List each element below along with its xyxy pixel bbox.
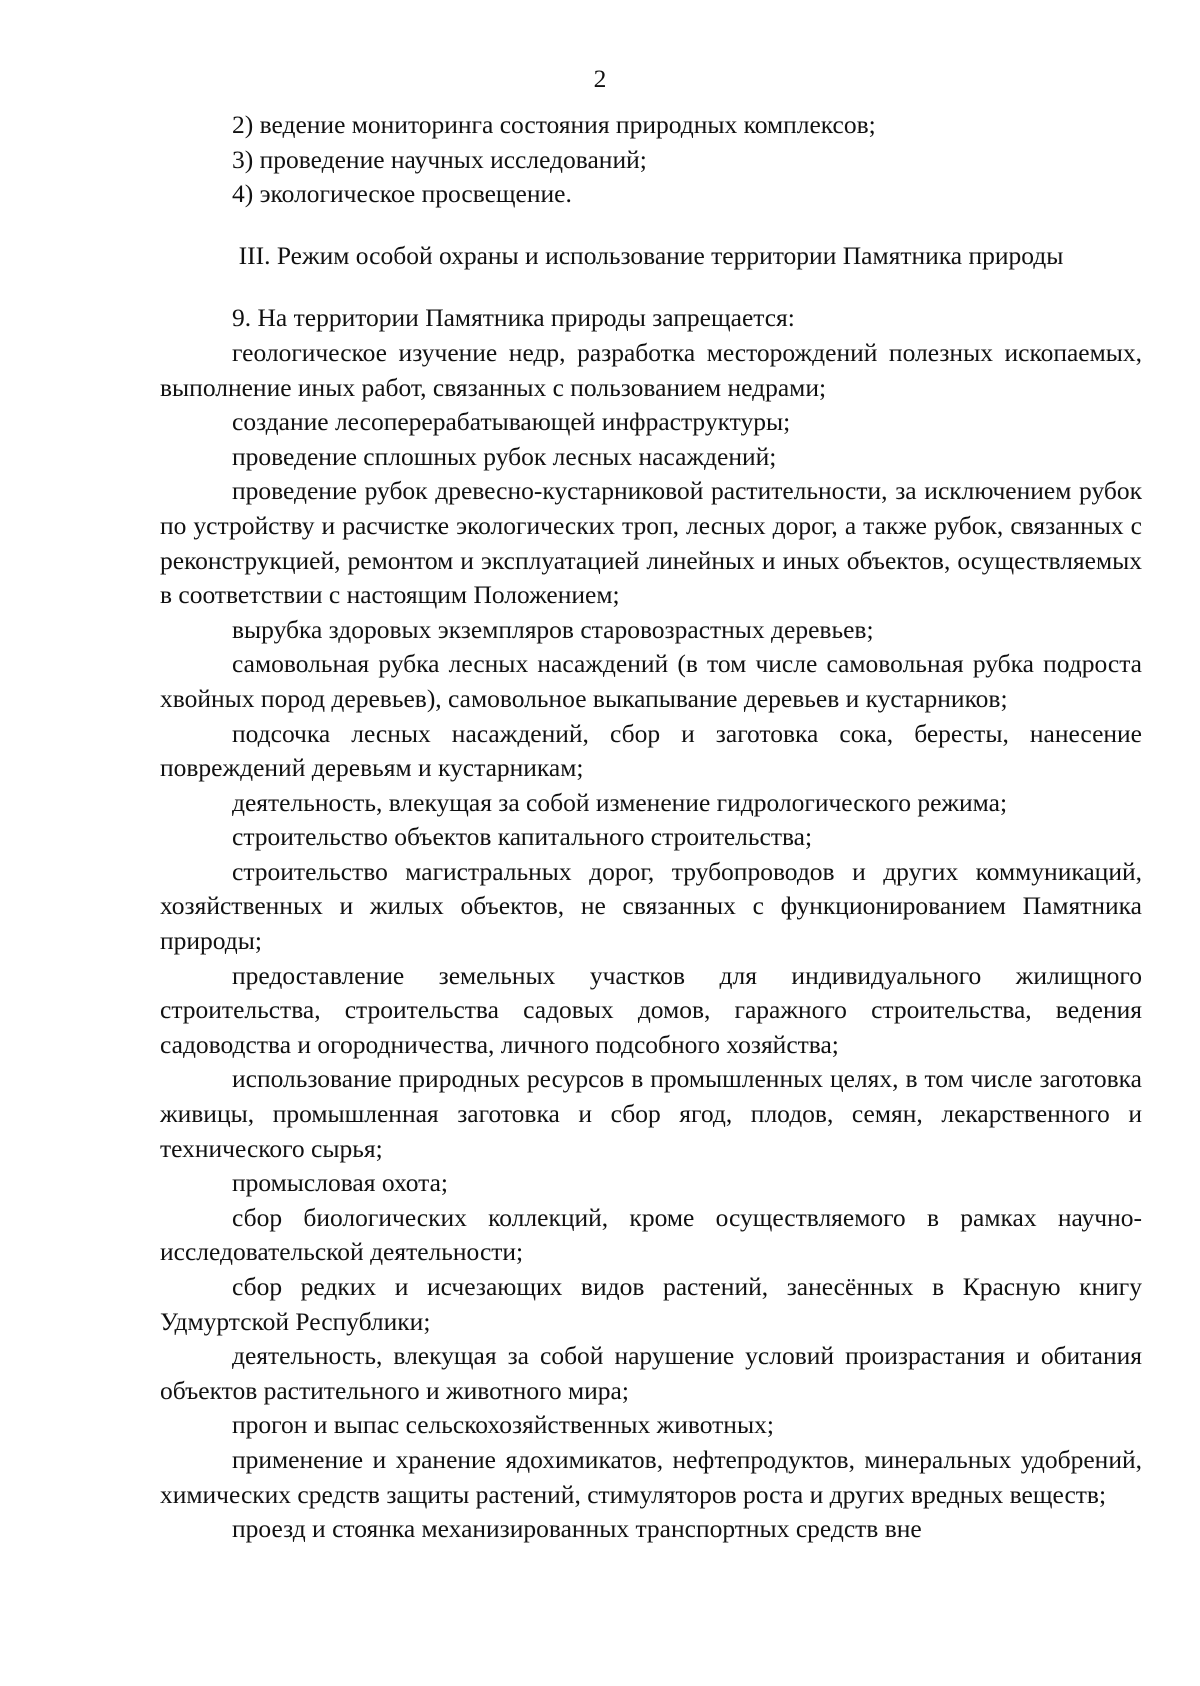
prohibitions-list: [160, 336, 1142, 1547]
prohibition-item: самовольная рубка лесных насаждений (в том числе самовольная рубка подроста хвойных пород деревьев), самовольное выкапывание деревьев и кустарников;: [160, 649, 1142, 713]
prohibition-item: предоставление земельных участков для индивидуального жилищного строительства, строительства садовых домов, гаражного строительства, ведения садоводства и огородничества, личного подсобного хозяйства;: [160, 960, 1142, 1059]
prohibition-item: применение и хранение ядохимикатов, нефтепродуктов, минеральных удобрений, химических средств защиты растений, стимуляторов роста и других вредных веществ;: [160, 1444, 1142, 1509]
prohibition-item: строительство магистральных дорог, трубопроводов и других коммуникаций, хозяйственных и жилых объектов, не связанных с функционированием Памятника природы;: [160, 856, 1142, 956]
prohibition-item: деятельность, влекущая за собой нарушение условий произрастания и обитания объектов растительного и животного мира;: [160, 1341, 1142, 1405]
prohibition-item: геологическое изучение недр, разработка месторождений полезных ископаемых, выполнение иных работ, связанных с пользованием недрами;: [160, 337, 1142, 402]
prohibition-item: деятельность, влекущая за собой изменение гидрологического режима;: [232, 787, 1008, 817]
prohibition-item: сбор биологических коллекций, кроме осуществляемого в рамках научно-исследовательской деятельности;: [160, 1202, 1142, 1267]
prohibition-item: создание лесоперерабатывающей инфраструктуры;: [232, 407, 791, 437]
prohibition-item: проведение рубок древесно-кустарниковой растительности, за исключением рубок по устройству и расчистке экологических троп, лесных дорог, а также рубок, связанных с реконструкцией, ремонтом и эксплуатацией линейных и иных объектов, осуществляемых в соответствии с настоящим Положением;: [160, 476, 1142, 610]
goals-list: [160, 108, 1142, 212]
prohibition-item: прогон и выпас сельскохозяйственных животных;: [232, 1410, 774, 1440]
prohibition-item: сбор редких и исчезающих видов растений, занесённых в Красную книгу Удмуртской Республики;: [160, 1272, 1142, 1336]
prohibition-item: подсочка лесных насаждений, сбор и заготовка сока, бересты, нанесение повреждений деревьям и кустарникам;: [160, 718, 1142, 783]
section-heading: III. Режим особой охраны и использование территории Памятника природы: [238, 240, 1064, 270]
page-number: 2: [593, 64, 607, 93]
prohibition-item: проведение сплошных рубок лесных насаждений;: [232, 441, 777, 471]
list-item: 4) экологическое просвещение.: [232, 179, 572, 209]
document-body: [160, 108, 1142, 1547]
prohibition-item: строительство объектов капитального строительства;: [232, 822, 813, 852]
clause-intro: 9. На территории Памятника природы запрещается:: [232, 303, 795, 333]
prohibition-item: вырубка здоровых экземпляров старовозрастных деревьев;: [232, 614, 874, 644]
prohibition-item: промысловая охота;: [232, 1168, 449, 1198]
prohibition-item: проезд и стоянка механизированных транспортных средств вне: [232, 1514, 922, 1544]
prohibition-item: использование природных ресурсов в промышленных целях, в том числе заготовка живицы, промышленная заготовка и сбор ягод, плодов, семян, лекарственного и технического сырья;: [160, 1064, 1142, 1163]
list-item: 3) проведение научных исследований;: [232, 144, 647, 174]
list-item: 2) ведение мониторинга состояния природных комплексов;: [232, 110, 876, 139]
